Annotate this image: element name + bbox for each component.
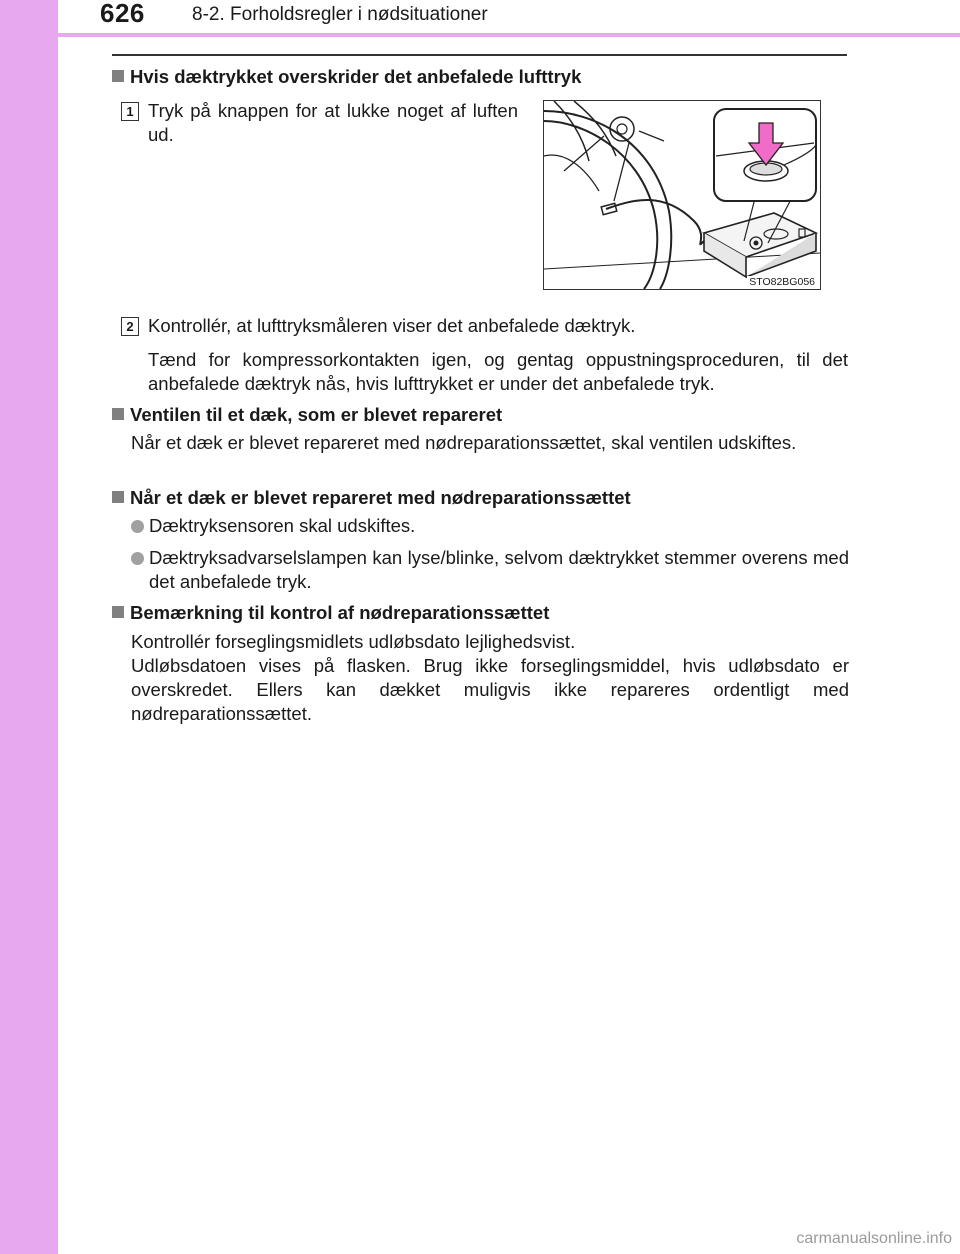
heading-kit-check (112, 602, 549, 624)
kit-check-text-2: Udløbsdatoen vises på flasken. Brug ikke forseglingsmiddel, hvis udløbsdato er overskredet. Ellers kan dækket muligvis ikke repareres ordentligt med nødreparationssættet. (131, 655, 849, 724)
divider (112, 54, 847, 56)
heading-square-icon (112, 408, 124, 420)
compressor-illustration (543, 100, 821, 290)
bullet-item: Dæktryksensoren skal udskiftes. (149, 515, 416, 536)
step-number-2: 2 (121, 317, 139, 336)
watermark: carmanualsonline.info (796, 1230, 952, 1247)
heading-pressure-exceeds (112, 66, 581, 88)
section-title: 8-2. Forholdsregler i nødsituationer (192, 4, 488, 25)
bullet-dot (131, 520, 144, 533)
heading-square-icon (112, 606, 124, 618)
heading-square-icon (112, 491, 124, 503)
step-1-text: Tryk på knappen for at lukke noget af luften ud. (148, 100, 518, 145)
heading-after-repair (112, 487, 631, 509)
heading-square-icon (112, 70, 124, 82)
kit-check-text-1: Kontrollér forseglingsmidlets udløbsdato lejlighedsvist. (131, 631, 576, 652)
figure-code: STO82BG056 (749, 276, 815, 288)
heading-text: Når et dæk er blevet repareret med nødreparationssættet (130, 487, 631, 508)
heading-text: Bemærkning til kontrol af nødreparationssættet (130, 602, 550, 623)
compressor-figure-svg (544, 101, 820, 289)
page-number: 626 (100, 0, 145, 28)
page-sidebar (0, 0, 58, 1254)
bullet-dot (131, 552, 144, 565)
step-2-note: Tænd for kompressorkontakten igen, og gentag oppustningsproceduren, til det anbefalede dæktryk nås, hvis lufttrykket er under det anbefalede tryk. (148, 349, 848, 394)
step-number-1: 1 (121, 102, 139, 121)
heading-text: Ventilen til et dæk, som er blevet repareret (130, 404, 503, 425)
valve-text: Når et dæk er blevet repareret med nødreparationssættet, skal ventilen udskiftes. (131, 432, 797, 453)
header-underline (58, 33, 960, 37)
heading-valve (112, 404, 502, 426)
bullet-item: Dæktryksadvarselslampen kan lyse/blinke, selvom dæktrykket stemmer overens med det anbefalede tryk. (149, 547, 849, 592)
step-2-text: Kontrollér, at lufttryksmåleren viser det anbefalede dæktryk. (148, 315, 636, 336)
heading-text: Hvis dæktrykket overskrider det anbefalede lufttryk (130, 66, 582, 87)
